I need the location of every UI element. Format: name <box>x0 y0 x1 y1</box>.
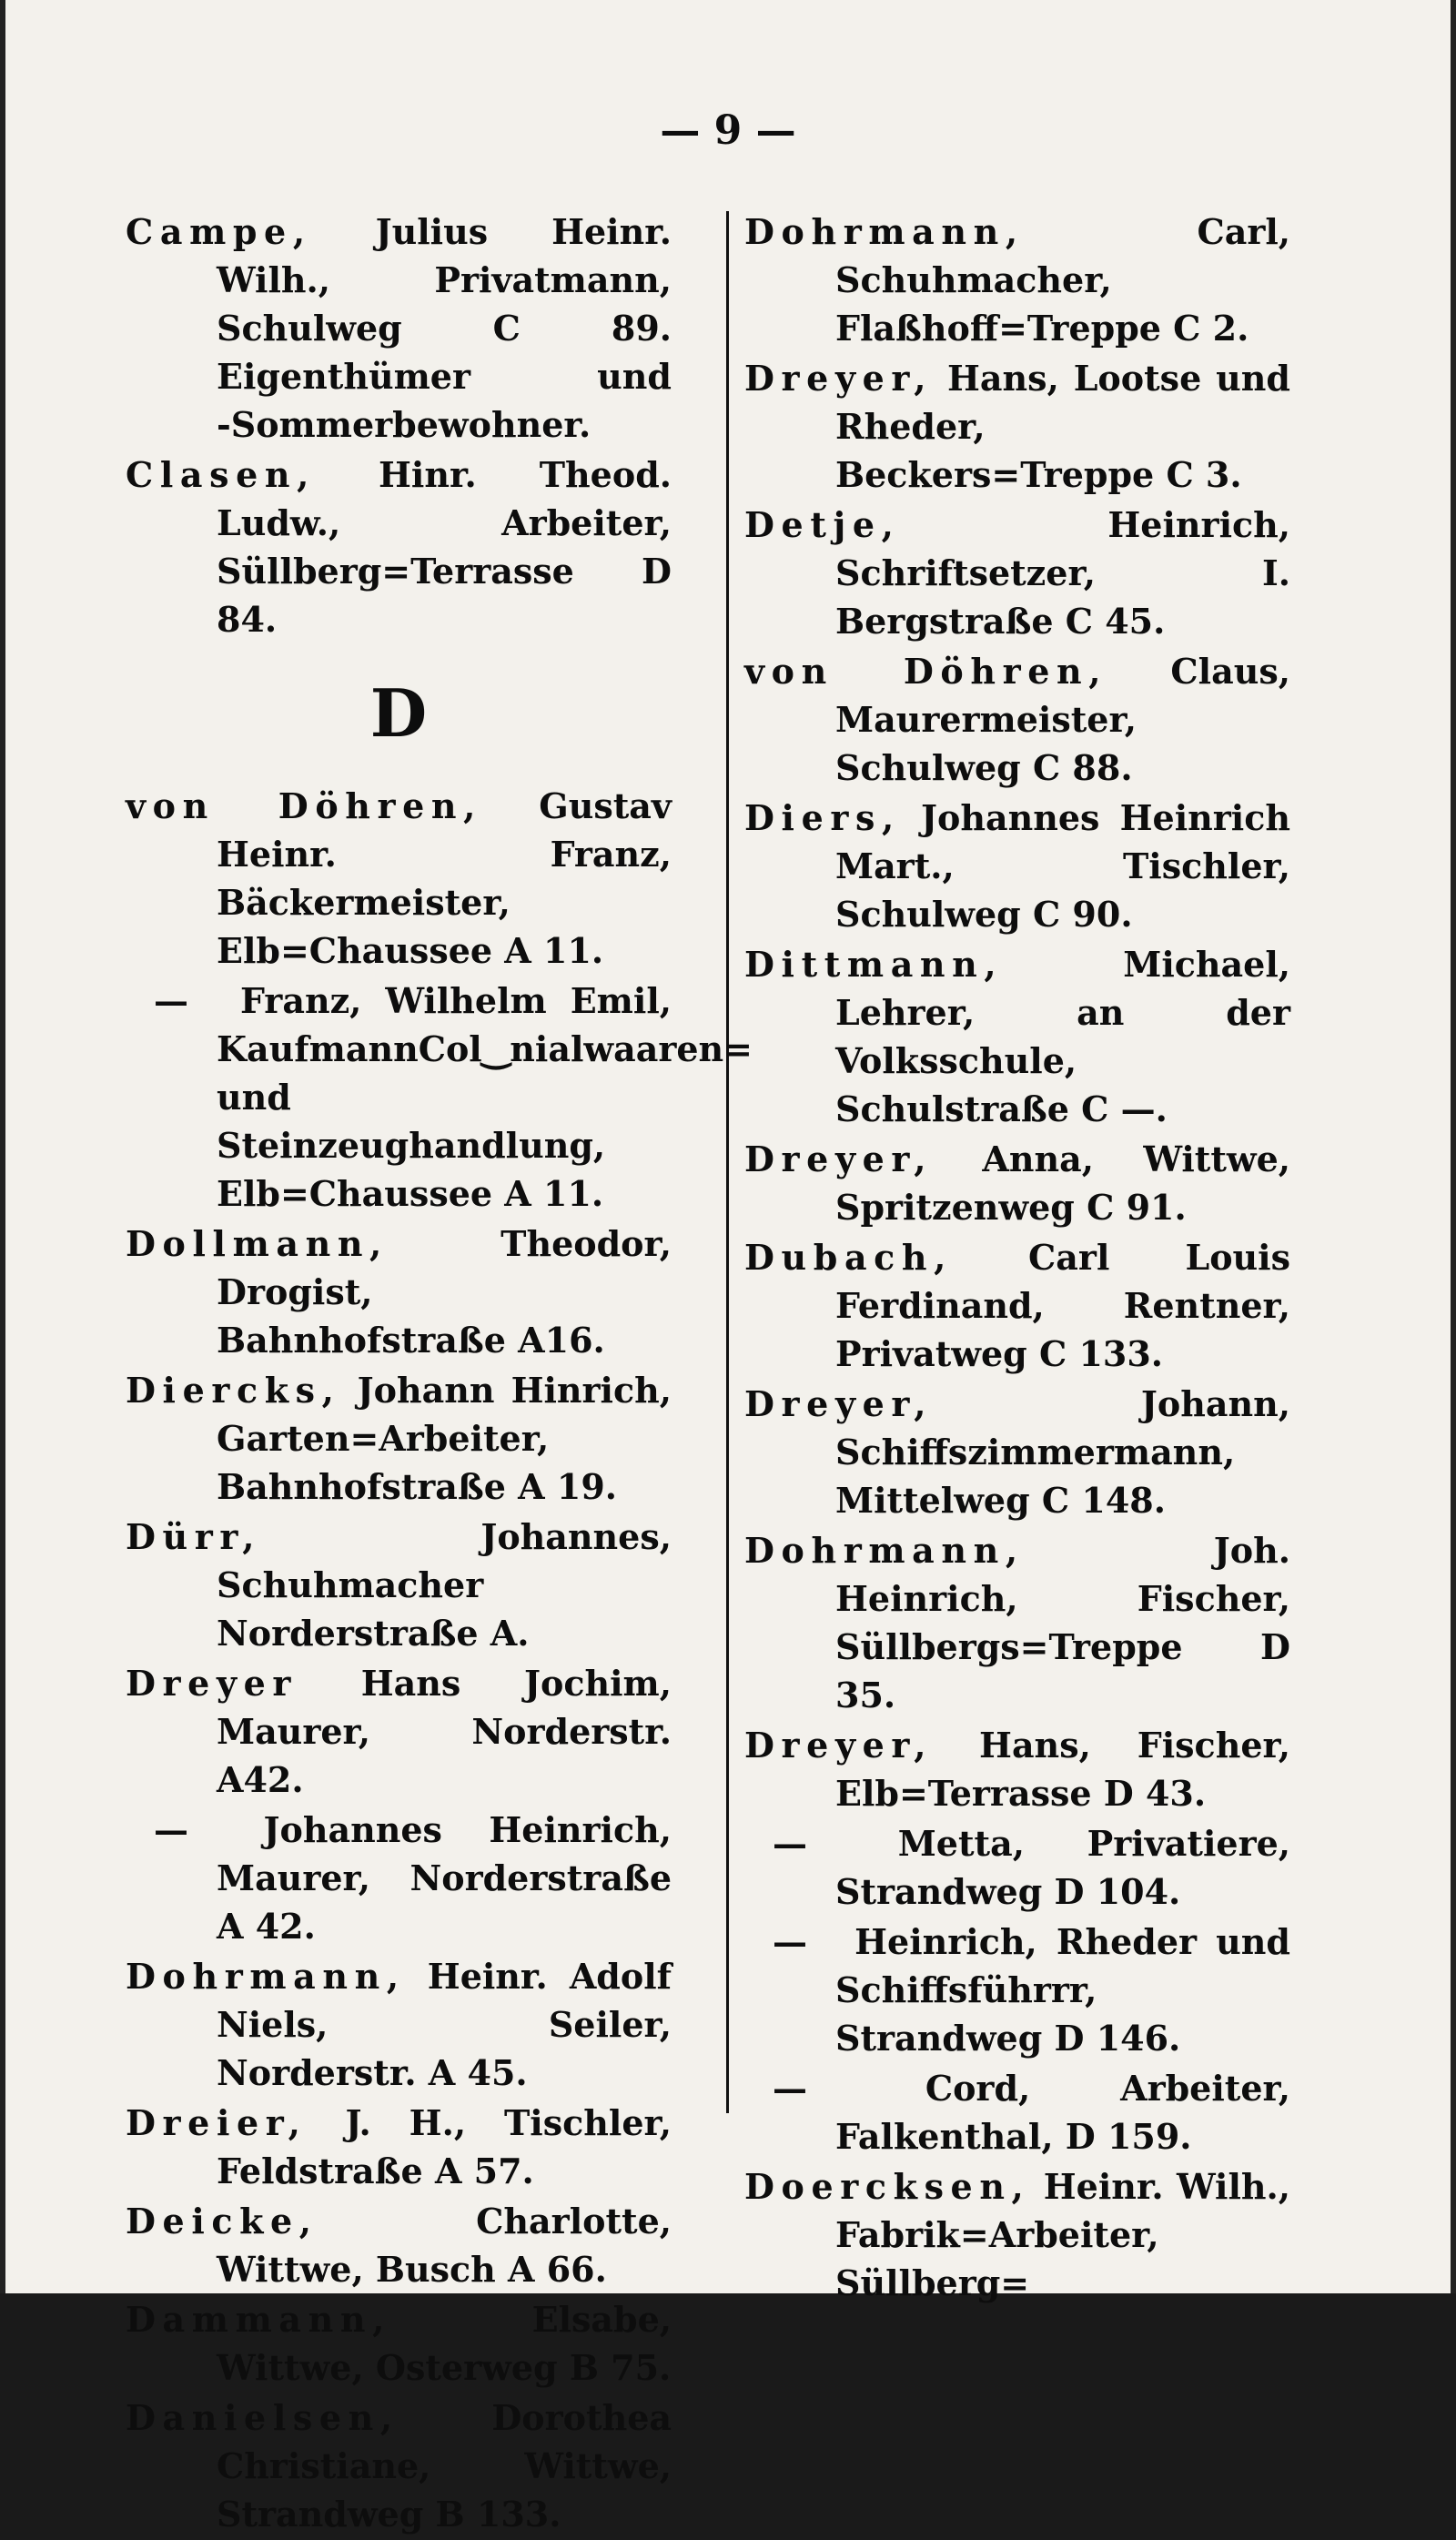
directory-entry <box>744 1721 1290 1817</box>
section-letter: D <box>369 674 428 752</box>
entry-surname: Dittmann, <box>744 944 1004 985</box>
directory-entry <box>744 2162 1290 2307</box>
entry-details: Cord, Arbeiter, Falkenthal, D 159. <box>835 2068 1290 2157</box>
entry-details: Metta, Privatiere, Strandweg D 104. <box>835 1823 1290 1912</box>
entry-surname: Dreyer, <box>744 1383 934 1424</box>
directory-entry <box>744 1819 1290 1916</box>
entry-surname: Dreier, <box>126 2102 308 2143</box>
directory-entry <box>744 354 1290 499</box>
directory-entry <box>126 1219 672 1364</box>
directory-entry <box>126 977 753 1218</box>
entry-surname: Doercksen, <box>744 2166 1031 2207</box>
ditto-dash: — <box>773 1823 807 1864</box>
directory-entry <box>126 2295 672 2392</box>
right-column <box>744 207 1290 2309</box>
entry-surname: Dammann, <box>126 2299 391 2340</box>
entry-details: Charlotte, Wittwe, Busch A 66. <box>217 2201 672 2290</box>
page-number: — 9 — <box>660 107 796 154</box>
entry-surname: Dubach, <box>744 1237 953 1278</box>
directory-entry <box>744 794 1290 938</box>
directory-entry <box>744 2064 1290 2161</box>
entry-surname: Diercks, <box>126 1370 341 1411</box>
entry-surname: Dreyer, <box>744 1138 934 1179</box>
entry-details: Elsabe, Wittwe, Osterweg B 75. <box>217 2299 672 2388</box>
entry-details: Johann Hinrich, Garten=Arbeiter, Bahnhofstraße A 19. <box>217 1370 672 1507</box>
entry-surname: von Döhren, <box>744 651 1108 692</box>
directory-entry <box>126 2393 672 2538</box>
entry-details: Heinrich, Schriftsetzer, I. Bergstraße C 45. <box>835 504 1290 642</box>
column-divider <box>726 211 729 2113</box>
entry-details: J. H., Tischler, Feldstraße A 57. <box>217 2102 672 2191</box>
entry-details: Claus, Maurermeister, Schulweg C 88. <box>835 651 1290 788</box>
entry-surname: Clasen, <box>126 454 316 495</box>
entry-surname: Dohrmann, <box>126 1956 406 1997</box>
directory-entry <box>126 2197 672 2293</box>
entry-details: Carl Louis Ferdinand, Rentner, Privatweg C 133. <box>835 1237 1290 1374</box>
entry-surname: Dreyer, <box>744 358 934 399</box>
entry-details: Carl, Schuhmacher, Flaßhoff=Treppe C 2. <box>835 211 1290 349</box>
entry-surname: Dollmann, <box>126 1223 389 1264</box>
entry-details: Gustav Heinr. Franz, Bäckermeister, Elb=Chaussee A 11. <box>217 785 672 971</box>
entry-surname: Dreyer, <box>744 1725 934 1766</box>
entry-surname: von Döhren, <box>126 785 482 826</box>
entry-surname: Danielsen, <box>126 2397 399 2438</box>
directory-entry <box>126 1806 672 1950</box>
entry-details: Johannes, Schuhmacher Norderstraße A. <box>217 1516 672 1654</box>
entry-details: Heinrich, Rheder und Schiffsführrr, Strandweg D 146. <box>835 1921 1290 2059</box>
ditto-dash: — <box>773 1921 807 1962</box>
entry-details: Hans, Lootse und Rheder, Beckers=Treppe C 3. <box>835 358 1290 495</box>
directory-entry <box>126 207 672 449</box>
directory-entry <box>744 1526 1290 1719</box>
entry-details: Dorothea Christiane, Wittwe, Strandweg B 133. <box>217 2397 672 2535</box>
entry-details: Theodor, Drogist, Bahnhofstraße A16. <box>217 1223 672 1361</box>
directory-entry <box>744 1380 1290 1524</box>
entry-surname: Dohrmann, <box>744 211 1025 252</box>
entry-surname: Diers, <box>744 797 901 838</box>
directory-entry <box>744 207 1290 352</box>
entry-surname: Campe, <box>126 211 312 252</box>
ditto-dash: — <box>154 980 188 1021</box>
entry-details: Anna, Wittwe, Spritzenweg C 91. <box>835 1138 1290 1228</box>
scan-border-right <box>1451 0 1456 2293</box>
entry-surname: Deicke, <box>126 2201 318 2241</box>
entry-details: Michael, Lehrer, an der Volksschule, Schulstraße C —. <box>835 944 1290 1129</box>
entry-details: Hans Jochim, Maurer, Norderstr. A42. <box>217 1663 672 1800</box>
entry-details: Heinr. Adolf Niels, Seiler, Norderstr. A 45. <box>217 1956 672 2093</box>
directory-entry <box>744 647 1290 792</box>
entry-details: Johannes Heinrich Mart., Tischler, Schulweg C 90. <box>835 797 1290 935</box>
directory-entry <box>126 1659 672 1804</box>
scan-border-left <box>0 0 5 2293</box>
entry-surname: Dürr, <box>126 1516 262 1557</box>
entry-details: Johann, Schiffszimmermann, Mittelweg C 148. <box>835 1383 1290 1521</box>
ditto-dash: — <box>154 1809 188 1850</box>
directory-entry <box>126 1366 672 1511</box>
left-column <box>126 207 753 2540</box>
entry-details: Julius Heinr. Wilh., Privatmann, Schulweg C 89. Eigenthümer und ‑Sommerbewohner. <box>217 211 672 445</box>
directory-entry <box>126 1952 672 2097</box>
entry-surname: Dreyer <box>126 1663 298 1704</box>
entry-details: Johannes Heinrich, Maurer, Norderstraße A 42. <box>217 1809 672 1947</box>
directory-entry <box>744 1135 1290 1231</box>
entry-details: Hinr. Theod. Ludw., Arbeiter, Süllberg=Terrasse D 84. <box>217 454 672 640</box>
directory-entry <box>126 450 672 643</box>
directory-entry <box>126 782 672 975</box>
directory-entry <box>126 1513 672 1657</box>
entry-details: Hans, Fischer, Elb=Terrasse D 43. <box>835 1725 1290 1814</box>
ditto-dash: — <box>773 2068 807 2109</box>
entry-details: Joh. Heinrich, Fischer, Süllbergs=Treppe D 35. <box>835 1530 1290 1715</box>
directory-entry <box>744 1918 1290 2062</box>
entry-surname: Detje, <box>744 504 901 545</box>
directory-entry <box>744 501 1290 645</box>
entry-details: Heinr. Wilh., Fabrik=Arbeiter, Süllberg= <box>835 2166 1290 2303</box>
directory-entry <box>126 2099 672 2195</box>
directory-entry <box>744 1233 1290 1378</box>
entry-details: Franz, Wilhelm Emil, KaufmannCol‿nialwaaren= und Steinzeughandlung, Elb=Chaussee A 11. <box>217 980 753 1214</box>
entry-surname: Dohrmann, <box>744 1530 1025 1571</box>
directory-entry <box>744 940 1290 1133</box>
